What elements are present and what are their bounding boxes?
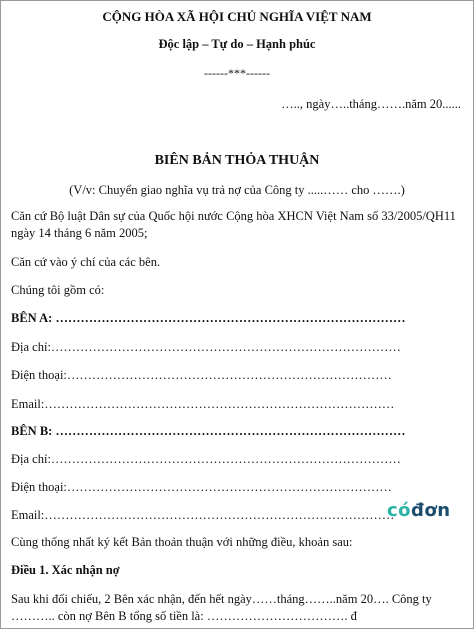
logo-part-1: có: [387, 500, 412, 521]
article-1-text-line-1: Sau khi đối chiếu, 2 Bên xác nhận, đến hết ngày……tháng……..năm 20…. Công ty: [11, 592, 432, 606]
legal-basis-line-2: ngày 14 tháng 6 năm 2005;: [11, 226, 148, 240]
document-subtitle: (V/v: Chuyển giao nghĩa vụ trả nợ của Công ty .....…… cho …….): [69, 183, 405, 197]
party-b-address: Địa chỉ:…………………………………………………………………………: [11, 452, 401, 466]
motto: Độc lập – Tự do – Hạnh phúc: [158, 37, 316, 51]
party-a-label: BÊN A: …………………………………………………………………………: [11, 311, 406, 325]
party-a-email: Email:…………………………………………………………………………: [11, 397, 395, 411]
legal-basis-line-1: Căn cứ Bộ luật Dân sự của Quốc hội nước Cộng hòa XHCN Việt Nam số 33/2005/QH11: [11, 209, 456, 223]
parties-intro: Chúng tôi gồm có:: [11, 283, 105, 297]
date-line: ….., ngày…..tháng…….năm 20......: [281, 97, 461, 111]
header-separator: ------***------: [204, 66, 270, 80]
party-b-phone: Điện thoại:……………………………………………………………………: [11, 480, 392, 494]
article-1-heading: Điều 1. Xác nhận nợ: [11, 563, 120, 577]
party-b-label: BÊN B: …………………………………………………………………………: [11, 424, 406, 438]
party-a-address: Địa chỉ:…………………………………………………………………………: [11, 340, 401, 354]
document-title: BIÊN BẢN THỎA THUẬN: [154, 153, 320, 168]
article-1-text-line-2: ……….. còn nợ Bên B tổng số tiền là: ……………………………. đ: [11, 609, 357, 623]
party-b-email: Email:…………………………………………………………………………: [11, 508, 395, 522]
party-a-phone: Điện thoại:……………………………………………………………………: [11, 368, 392, 382]
agreement-intro: Cùng thống nhất ký kết Bản thoản thuận với những điều, khoản sau:: [11, 535, 353, 549]
logo-part-2: đơn: [411, 500, 451, 521]
will-basis: Căn cứ vào ý chí của các bên.: [11, 255, 161, 269]
country-header: CỘNG HÒA XÃ HỘI CHỦ NGHĨA VIỆT NAM: [102, 9, 372, 24]
codon-watermark-logo: [387, 500, 451, 521]
